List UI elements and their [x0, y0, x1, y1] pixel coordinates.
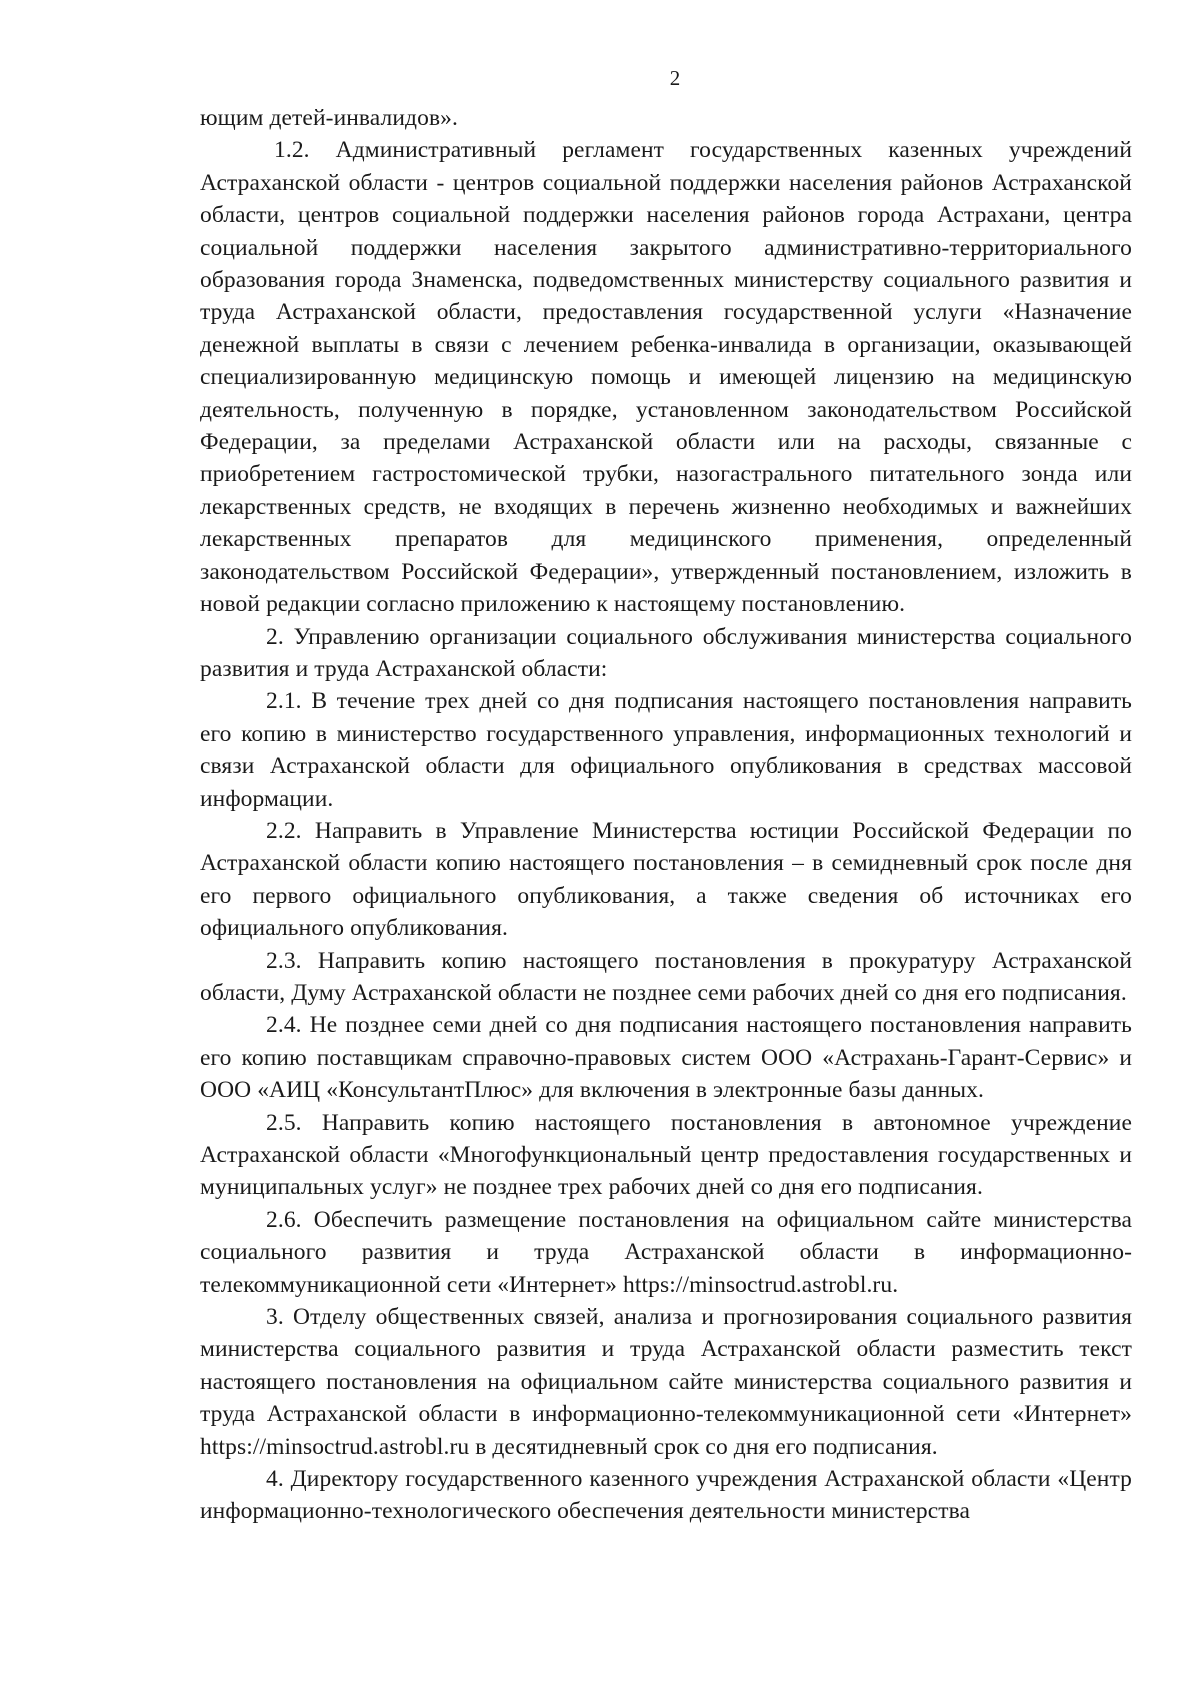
paragraph-2-2: 2.2. Направить в Управление Министерства юстиции Российской Федерации по Астраханской области копию настоящего постановления – в семидневный срок после дня его первого официального опубликования, а также сведения об источниках его официального опубликования.: [200, 817, 1132, 942]
paragraph-2-1: 2.1. В течение трех дней со дня подписания настоящего постановления направить его копию в министерство государственного управления, информационных технологий и связи Астраханской области для официального опубликования в средствах массовой информации.: [200, 688, 1132, 812]
paragraph-continuation: ющим детей-инвалидов».: [200, 105, 458, 131]
paragraph-2: 2. Управлению организации социального обслуживания министерства социального развития и труда Астраханской области:: [200, 623, 1132, 682]
paragraph-4: 4. Директору государственного казенного учреждения Астраханской области «Центр информационно-технологического обеспечения деятельности министерства: [200, 1466, 1132, 1525]
paragraph-1-2: 1.2. Административный регламент государственных казенных учреждений Астраханской области - центров социальной поддержки населения районов Астраханской области, центров социальной поддержки населения районов города Астрахани, центра социальной поддержки населения закрытого административно-территориального образования города Знаменска, подведомственных министерству социального развития и труда Астраханской области, предоставления государственной услуги «Назначение денежной выплаты в связи с лечением ребенка-инвалида в организации, оказывающей специализированную медицинскую помощь и имеющей лицензию на медицинскую деятельность, полученную в порядке, установленном законодательством Российской Федерации, за пределами Астраханской области или на расходы, связанные с приобретением гастростомической трубки, назогастрального питательного зонда или лекарственных средств, не входящих в перечень жизненно необходимых и важнейших лекарственных препаратов для медицинского применения, определенный законодательством Российской Федерации», утвержденный постановлением, изложить в новой редакции согласно приложению к настоящему постановлению.: [200, 137, 1132, 618]
paragraph-2-5: 2.5. Направить копию настоящего постановления в автономное учреждение Астраханской области «Многофункциональный центр предоставления государственных и муниципальных услуг» не позднее трех рабочих дней со дня его подписания.: [200, 1109, 1132, 1201]
paragraph-3: 3. Отделу общественных связей, анализа и прогнозирования социального развития министерства социального развития и труда Астраханской области разместить текст настоящего постановления на официальном сайте министерства социального развития и труда Астраханской области в информационно-телекоммуникационной сети «Интернет» https://minsoctrud.astrobl.ru в десятидневный срок со дня его подписания.: [200, 1304, 1132, 1460]
document-body: [200, 102, 1132, 1528]
paragraph-2-3: 2.3. Направить копию настоящего постановления в прокуратуру Астраханской области, Думу Астраханской области не позднее семи рабочих дней со дня его подписания.: [200, 947, 1132, 1006]
paragraph-2-4: 2.4. Не позднее семи дней со дня подписания настоящего постановления направить его копию поставщикам справочно-правовых систем ООО «Астрахань-Гарант-Сервис» и ООО «АИЦ «КонсультантПлюс» для включения в электронные базы данных.: [200, 1012, 1132, 1104]
paragraph-2-6: 2.6. Обеспечить размещение постановления на официальном сайте министерства социального развития и труда Астраханской области в информационно-телекоммуникационной сети «Интернет» https://minsoctrud.astrobl.ru.: [200, 1206, 1132, 1298]
page-number: 2: [669, 66, 681, 90]
